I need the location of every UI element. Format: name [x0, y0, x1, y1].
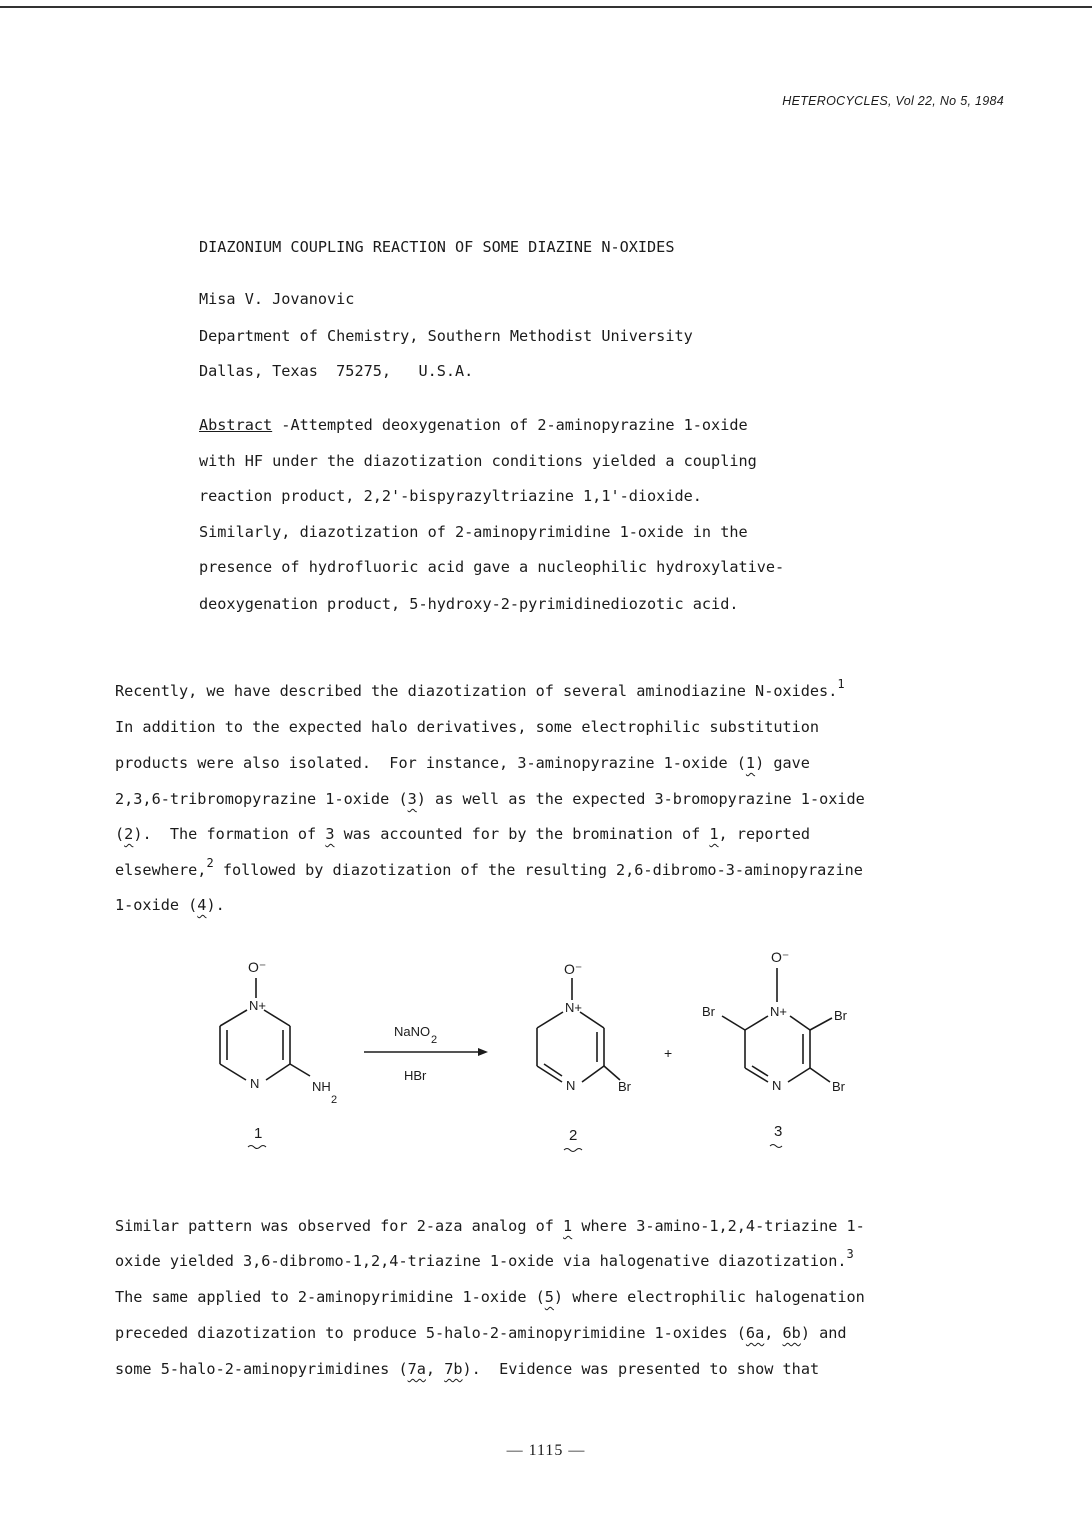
reaction-scheme [0, 940, 1092, 1165]
oxide-label: O⁻ [248, 959, 267, 975]
compound-ref: 4 [197, 896, 207, 914]
amino-subscript: 2 [331, 1094, 338, 1106]
paper-title: DIAZONIUM COUPLING REACTION OF SOME DIAZINE N-OXIDES [199, 238, 675, 256]
paragraph-line: products were also isolated. For instance, 3-aminopyrazine 1-oxide (1) gave [115, 754, 810, 772]
n-plus-label: N+ [249, 998, 266, 1013]
paragraph-line: elsewhere,$^2$ followed by diazotization of the resulting 2,6-dibromo-3-aminopyrazine [115, 856, 863, 879]
journal-header: HETEROCYCLES, Vol 22, No 5, 1984 [782, 94, 1004, 108]
footnote-ref: 3 [846, 1247, 854, 1261]
abstract-line: presence of hydrofluoric acid gave a nucleophilic hydroxylative- [199, 558, 785, 576]
compound-label-1: 1 [254, 1125, 263, 1142]
bromo-label: Br [834, 1008, 847, 1023]
compound-label-2: 2 [569, 1127, 578, 1144]
compound-ref: 2 [124, 825, 134, 843]
author-department: Department of Chemistry, Southern Methodist University [199, 327, 693, 345]
paragraph-line: Recently, we have described the diazotization of several aminodiazine N-oxides.$^1$ [115, 677, 845, 700]
reaction-arrow-head [478, 1048, 488, 1056]
paragraph-line: The same applied to 2-aminopyrimidine 1-oxide (5) where electrophilic halogenation [115, 1288, 865, 1306]
n-label: N [250, 1076, 260, 1091]
n-plus-label: N+ [565, 1000, 582, 1015]
abstract-line: deoxygenation product, 5-hydroxy-2-pyrimidinediozotic acid. [199, 595, 739, 613]
compound-ref: 1 [563, 1217, 573, 1235]
abstract-line: Similarly, diazotization of 2-aminopyrimidine 1-oxide in the [199, 523, 748, 541]
compound-ref: 1 [745, 754, 756, 772]
amino-label: NH [312, 1079, 331, 1094]
oxide-label: O⁻ [771, 949, 790, 965]
abstract-line: Abstract -Attempted deoxygenation of 2-aminopyrazine 1-oxide [199, 416, 748, 434]
n-label: N [772, 1078, 782, 1093]
reagent-bottom: HBr [404, 1068, 427, 1083]
abstract-line: with HF under the diazotization conditions yielded a coupling [199, 452, 757, 470]
author-address: Dallas, Texas 75275, U.S.A. [199, 362, 474, 380]
reagent-top: NaNO [394, 1024, 431, 1039]
compound-ref: 6b [782, 1324, 801, 1342]
abstract-line: reaction product, 2,2'-bispyrazyltriazine 1,1'-dioxide. [199, 487, 702, 505]
paragraph-line: oxide yielded 3,6-dibromo-1,2,4-triazine 1-oxide via halogenative diazotization.$^3$ [115, 1247, 854, 1270]
abstract-label: Abstract [199, 416, 273, 434]
oxide-label: O⁻ [564, 961, 583, 977]
compound-label-3: 3 [774, 1123, 783, 1140]
reagent-subscript: 2 [431, 1034, 438, 1046]
compound-ref: 5 [544, 1288, 554, 1306]
n-label: N [566, 1078, 576, 1093]
paragraph-line: 2,3,6-tribromopyrazine 1-oxide (3) as well as the expected 3-bromopyrazine 1-oxide [115, 790, 865, 808]
bromo-label: Br [702, 1004, 715, 1019]
paragraph-line: (2). The formation of 3 was accounted for by the bromination of 1, reported [115, 825, 810, 843]
paragraph-line: Similar pattern was observed for 2-aza analog of 1 where 3-amino-1,2,4-triazine 1- [115, 1217, 865, 1235]
author-name: Misa V. Jovanovic [199, 290, 355, 308]
bromo-label: Br [618, 1079, 631, 1094]
paragraph-line: preceded diazotization to produce 5-halo-2-aminopyrimidine 1-oxides (6a, 6b) and [115, 1324, 847, 1342]
compound-ref: 1 [709, 825, 719, 843]
plus-sign: + [664, 1045, 673, 1061]
paragraph-line: some 5-halo-2-aminopyrimidines (7a, 7b). Evidence was presented to show that [115, 1360, 820, 1378]
n-plus-label: N+ [770, 1004, 787, 1019]
footnote-ref: 1 [837, 677, 845, 691]
page-number: — 1115 — [506, 1442, 586, 1459]
paragraph-line: 1-oxide (4). [115, 896, 225, 914]
compound-ref: 3 [407, 790, 417, 808]
compound-ref: 3 [325, 825, 335, 843]
compound-ref: 7b [444, 1360, 463, 1378]
bromo-label: Br [832, 1079, 845, 1094]
paragraph-line: In addition to the expected halo derivatives, some electrophilic substitution [115, 718, 820, 736]
compound-ref: 6a [745, 1324, 765, 1342]
footnote-ref: 2 [206, 856, 214, 870]
top-rule [0, 6, 1092, 8]
compound-ref: 7a [407, 1360, 426, 1378]
